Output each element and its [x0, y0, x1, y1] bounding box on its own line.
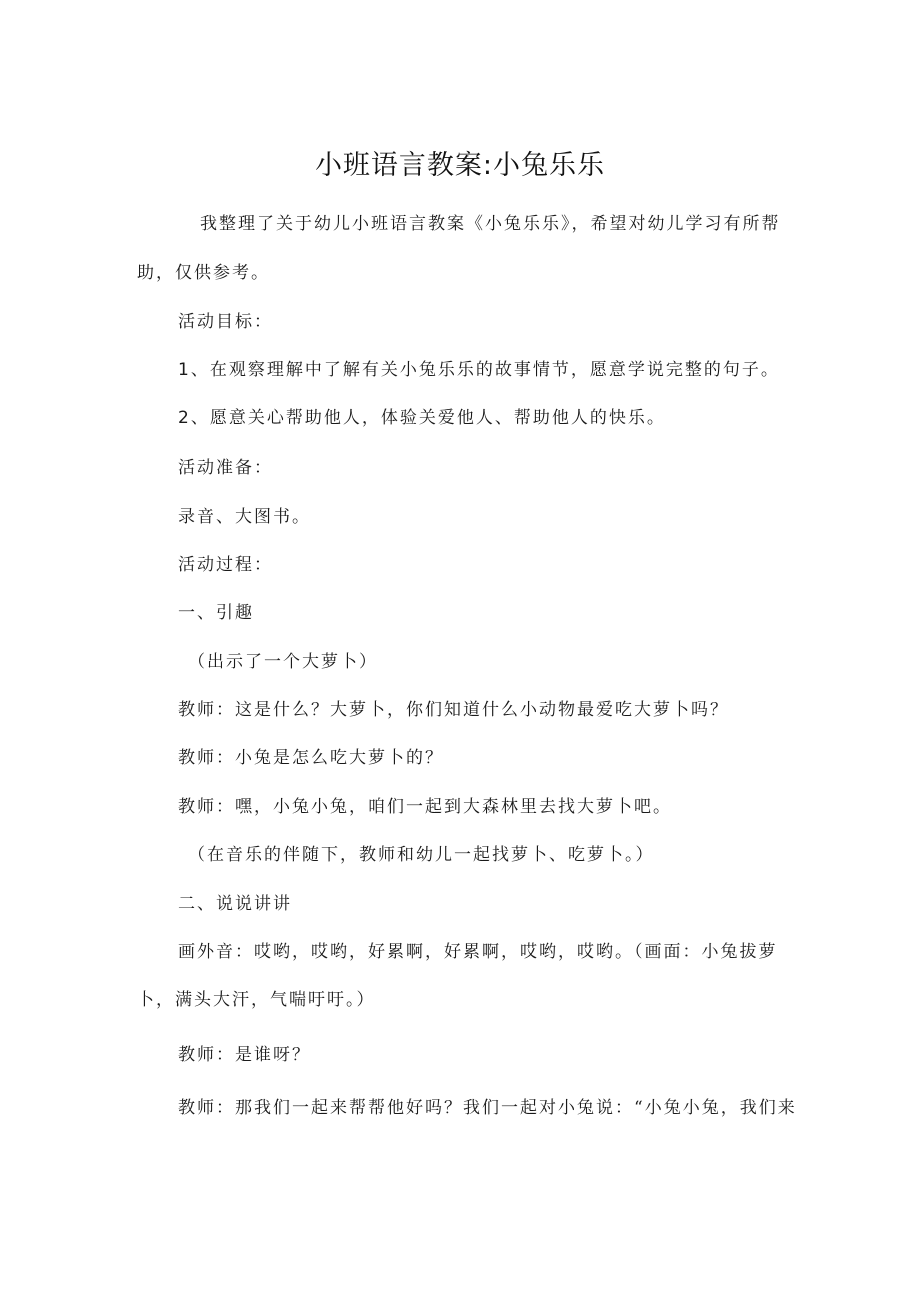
dialogue-line: 教师：小兔是怎么吃大萝卜的？	[178, 748, 444, 768]
dialogue-line: 教师：是谁呀？	[178, 1045, 311, 1065]
goal-number: 2	[178, 408, 191, 428]
section-2-para-line-1: 画外音：哎哟，哎哟，好累啊，好累啊，哎哟，哎哟。（画面：小兔拔萝	[178, 942, 778, 962]
goal-item-1	[178, 358, 780, 382]
section-2-para-line-2: 卜，满头大汗，气喘吁吁。）	[137, 990, 376, 1010]
section-1-heading: 一、引趣	[178, 603, 254, 623]
dialogue-line: 教师：这是什么？大萝卜，你们知道什么小动物最爱吃大萝卜吗？	[178, 700, 729, 720]
goals-heading: 活动目标：	[178, 312, 273, 332]
process-heading: 活动过程：	[178, 555, 273, 575]
goal-text: 、在观察理解中了解有关小兔乐乐的故事情节，愿意学说完整的句子。	[190, 360, 780, 380]
intro-line-2: 助，仅供参考。	[137, 263, 270, 283]
goal-number: 1	[178, 360, 191, 380]
dialogue-line: 教师：嘿，小兔小兔，咱们一起到大森林里去找大萝卜吧。	[178, 797, 672, 817]
dialogue-line: 教师：那我们一起来帮帮他好吗？我们一起对小兔说：“小兔小兔，我们来	[178, 1098, 797, 1118]
prep-text: 录音、大图书。	[178, 507, 311, 527]
goal-text: 、愿意关心帮助他人，体验关爱他人、帮助他人的快乐。	[190, 408, 666, 428]
section-1-note: （出示了一个大萝卜）	[188, 652, 378, 672]
page-title: 小班语言教案:小兔乐乐	[314, 150, 606, 181]
section-2-heading: 二、说说讲讲	[178, 894, 292, 914]
section-1-note-2: （在音乐的伴随下，教师和幼儿一起找萝卜、吃萝卜。）	[188, 845, 655, 865]
intro-line-1: 我整理了关于幼儿小班语言教案《小兔乐乐》，希望对幼儿学习有所帮	[200, 214, 781, 234]
prep-heading: 活动准备：	[178, 458, 273, 478]
goal-item-2	[178, 406, 666, 430]
